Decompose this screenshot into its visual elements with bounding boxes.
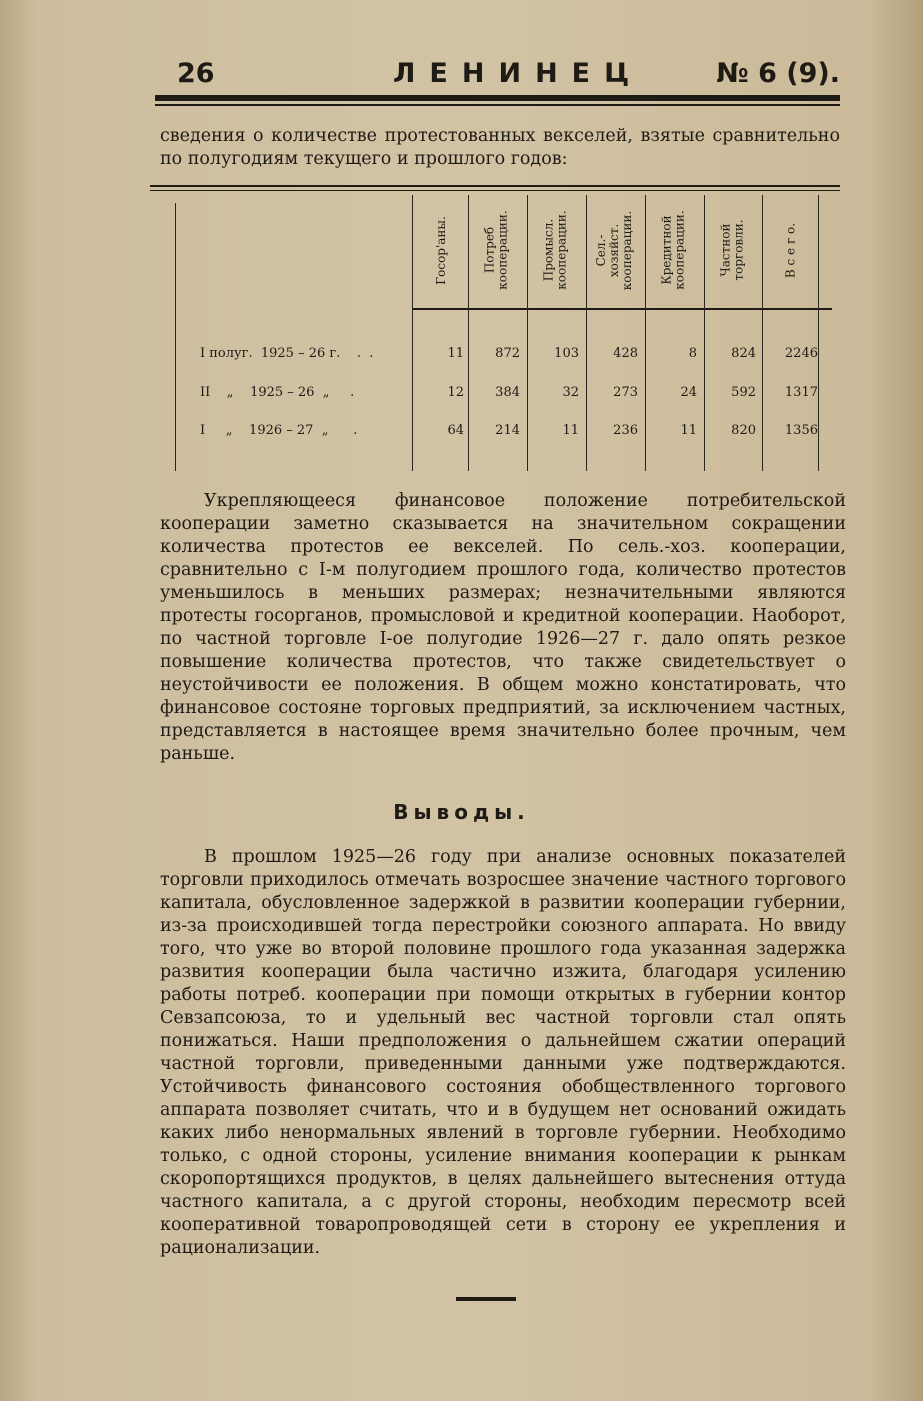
col-header-gosorgany: Госор'аны. (433, 215, 448, 285)
issue-number: № 6 (9). (716, 58, 840, 89)
cell-value: 273 (613, 385, 638, 400)
protest-table (150, 185, 840, 475)
col-header-vsego: В с е г о. (783, 222, 798, 278)
cell-value: 428 (613, 346, 638, 361)
col-header-kredit: Кредитной кооперации. (660, 210, 688, 290)
row-label: I полуг. 1925 – 26 г. . . (200, 346, 374, 361)
row-label: II „ 1925 – 26 „ . (200, 385, 355, 400)
cell-value: 103 (554, 346, 579, 361)
row-label: I „ 1926 – 27 „ . (200, 423, 358, 438)
header-rule-thick (155, 95, 840, 101)
col-header-selkhoz: Сел.-хозяйст. кооперации. (594, 210, 635, 290)
cell-value: 64 (447, 423, 464, 438)
journal-title: ЛЕНИНЕЦ (393, 58, 644, 89)
cell-value: 820 (731, 423, 756, 438)
table-top-rule (150, 185, 840, 187)
conclusions-paragraph: В прошлом 1925—26 году при анализе основных показателей торговли приходилось отмечать возросшее значение частного торгового капитала, обусловленное задержкой в развитии кооперации губернии, из-за происходившей тогда перестройки союзного аппарата. Но ввиду того, что уже во второй половине прошлого года указанная задержка развития кооперации была частично изжита, благодаря усилению работы потреб. кооперации при помощи открытых в губернии контор Севзапсоюза, то и удельный вес частной торговли стал опять понижаться. Наши предположения о дальнейшем сжатии операций частной торговли, приведенными данными уже подтверждаются. Устойчивость финансового состояния обобществленного торгового аппарата позволяет считать, что и в будущем нет оснований ожидать каких либо ненормальных явлений в торговле губернии. Необходимо только, с одной стороны, усиление внимания кооперации к рынкам скоропортящихся продуктов, в целях дальнейшего вытеснения оттуда частного капитала, а с другой стороны, необходим пересмотр всей кооперативной товаропроводящей сети в сторону ее укрепления и рационализации. (160, 847, 846, 1258)
col-header-promysl: Промысл. кооперации. (542, 210, 570, 290)
col-header-potreb: Потреб кооперации. (483, 210, 511, 290)
end-rule (456, 1297, 516, 1301)
header-bottom-rule (412, 308, 832, 310)
cell-value: 236 (613, 423, 638, 438)
cell-value: 2246 (784, 346, 818, 361)
section-heading: Выводы. (393, 800, 530, 824)
page-number: 26 (177, 58, 215, 89)
cell-value: 11 (447, 346, 464, 361)
table-top-rule-thin (150, 190, 840, 191)
cell-value: 32 (562, 385, 579, 400)
cell-value: 384 (495, 385, 520, 400)
cell-value: 8 (688, 346, 697, 361)
intro-text: сведения о количестве протестованных векселей, взятые сравнительно по полугодиям текущего и прошлого годов: (160, 126, 840, 169)
cell-value: 12 (447, 385, 464, 400)
cell-value: 24 (680, 385, 697, 400)
body-paragraph: Укрепляющееся финансовое положение потребительской кооперации заметно сказывается на значительном сокращении количества протестов ее векселей. По сель.-хоз. кооперации, сравнительно с I-м полугодием прошлого года, количество протестов уменьшилось в меньших размерах; незначительными являются протесты госорганов, промысловой и кредитной кооперации. Наоборот, по частной торговле I-ое полугодие 1926—27 г. дало опять резкое повышение количества протестов, что также свидетельствует о неустойчивости ее положения. В общем можно констатировать, что финансовое состояне торговых предприятий, за исключением частных, представляется в настоящее время значительно более прочным, чем раньше. (160, 491, 846, 764)
cell-value: 872 (495, 346, 520, 361)
cell-value: 1317 (784, 385, 818, 400)
cell-value: 1356 (784, 423, 818, 438)
col-header-chastnoy: Частной торговли. (719, 219, 746, 281)
cell-value: 11 (562, 423, 579, 438)
cell-value: 11 (680, 423, 697, 438)
header-rule-thin (155, 104, 840, 106)
cell-value: 592 (731, 385, 756, 400)
cell-value: 214 (495, 423, 520, 438)
table-left-border (175, 203, 176, 471)
page-header (155, 58, 840, 98)
cell-value: 824 (731, 346, 756, 361)
